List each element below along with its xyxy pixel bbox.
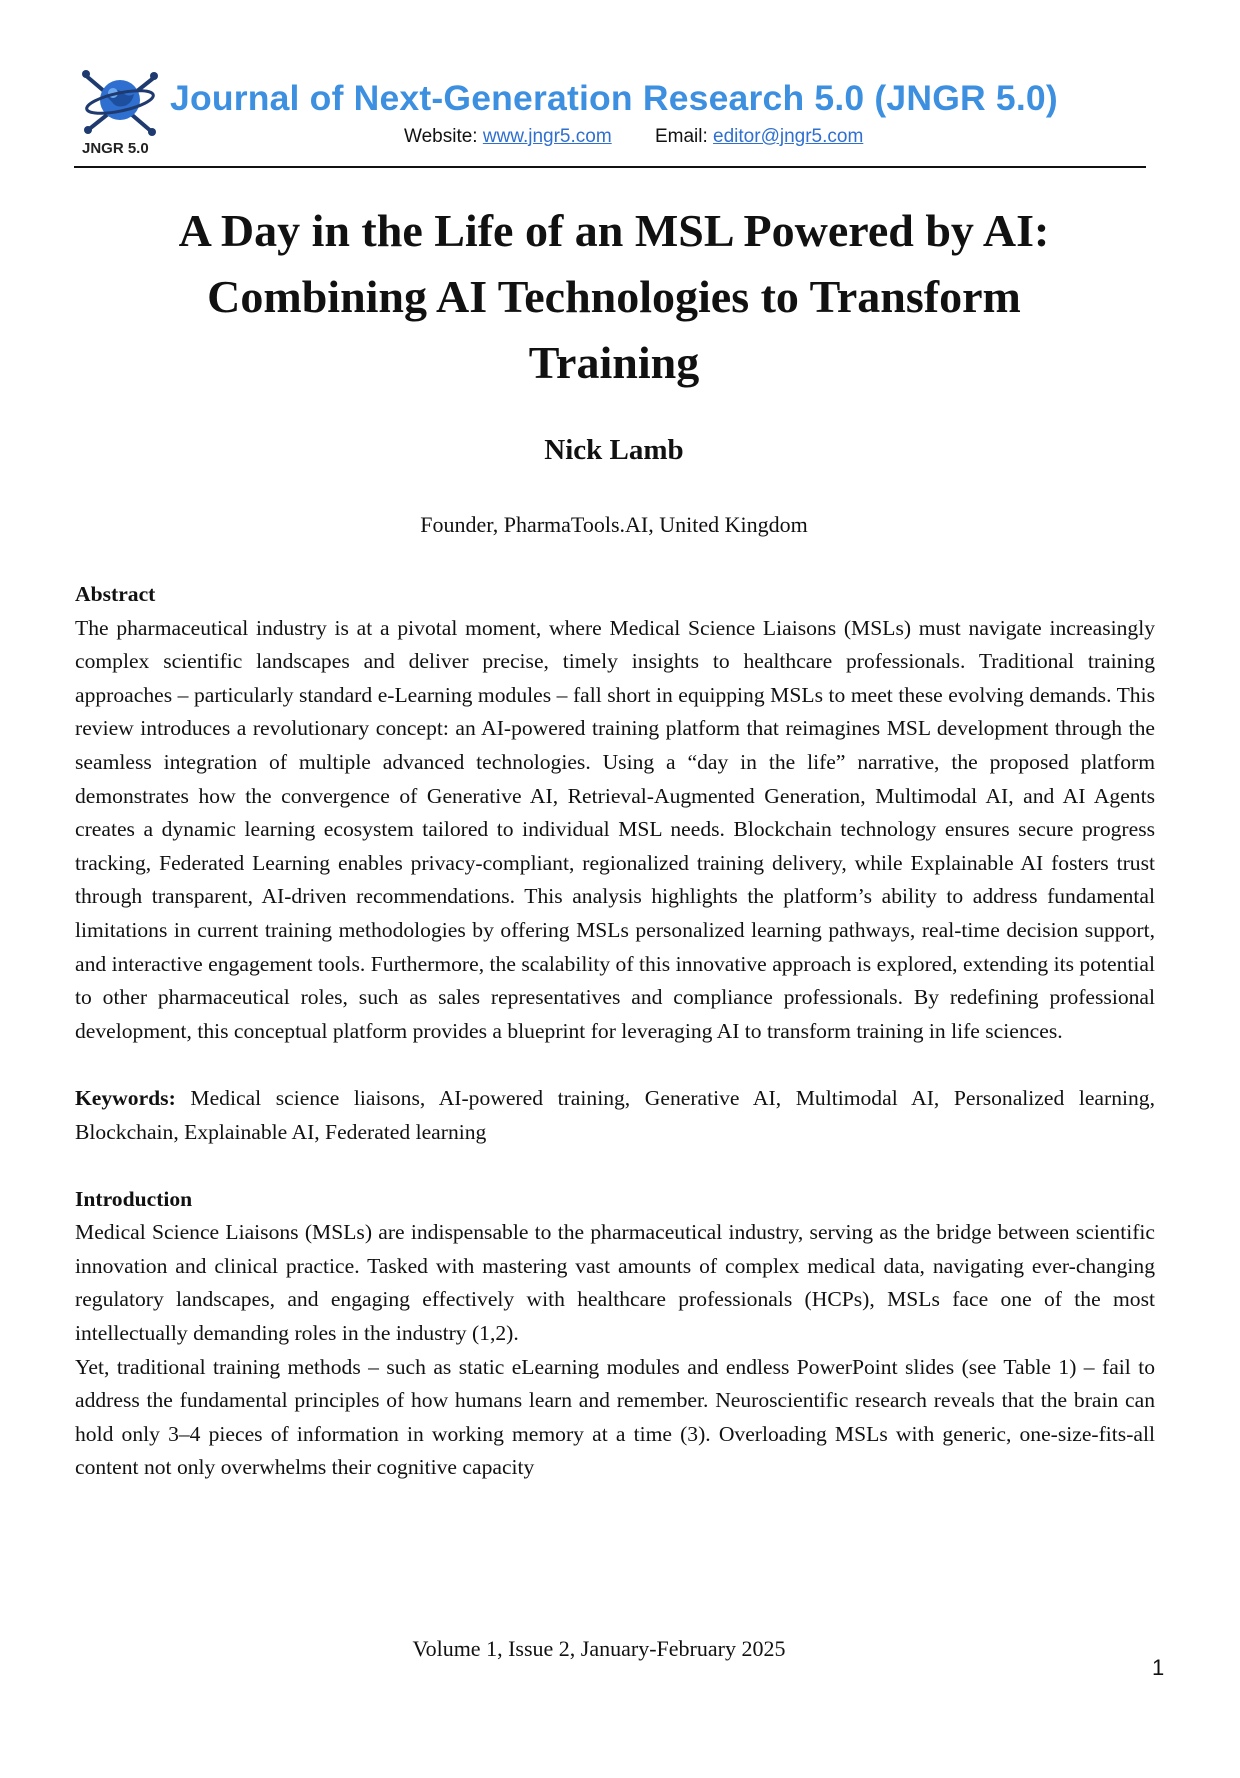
website-label: Website: [404,126,478,147]
page-number: 1 [1152,1655,1165,1680]
website-link[interactable]: www.jngr5.com [482,126,612,147]
email-label: Email: [654,126,708,147]
introduction-paragraph: Yet, traditional training methods – such as static eLearning modules and endless PowerPoint slides (see Table 1) – fail to address the fundamental principles of how humans learn and remember. Neuroscientific research reveals that the brain can hold only 3–4 pieces of information in working memory at a time (3). Overloading MSLs with generic, one-size-fits-all content not only overwhelms their cognitive capacity [75,1354,1155,1480]
keywords-label: Keywords: [75,1085,176,1110]
article-title [74,198,1154,396]
article-title-line: Combining AI Technologies to Transform [207,271,1021,322]
contact-line [404,126,863,148]
journal-title: Journal of Next-Generation Research 5.0 (JNGR 5.0) [170,78,1058,118]
keywords [75,1082,1155,1149]
article-title-line: Training [528,337,700,388]
author-affiliation: Founder, PharmaTools.AI, United Kingdom [420,512,808,537]
journal-logo [74,66,166,157]
journal-header [74,62,1146,170]
email-link[interactable]: editor@jngr5.com [713,126,864,147]
introduction-paragraph: Medical Science Liaisons (MSLs) are indispensable to the pharmaceutical industry, serving as the bridge between scientific innovation and clinical practice. Tasked with mastering vast amounts of complex medical data, navigating ever-changing regulatory landscapes, and engaging effectively with healthcare professionals (HCPs), MSLs face one of the most intellectually demanding roles in the industry (1,2). [75,1220,1155,1346]
abstract-text: The pharmaceutical industry is at a pivotal moment, where Medical Science Liaisons (MSLs) must navigate increasingly complex scientific landscapes and deliver precise, timely insights to healthcare professionals. Traditional training approaches – particularly standard e-Learning modules – fall short in equipping MSLs to meet these evolving demands. This review introduces a revolutionary concept: an AI-powered training platform that reimagines MSL development through the seamless integration of multiple advanced technologies. Using a “day in the life” narrative, the proposed platform demonstrates how the convergence of Generative AI, Retrieval-Augmented Generation, Multimodal AI, and AI Agents creates a dynamic learning ecosystem tailored to individual MSL needs. Blockchain technology ensures secure progress tracking, Federated Learning enables privacy-compliant, regionalized training delivery, while Explainable AI fosters trust through transparent, AI-driven recommendations. This analysis highlights the platform’s ability to address fundamental limitations in current training methodologies by offering MSLs personalized learning pathways, real-time decision support, and interactive engagement tools. Furthermore, the scalability of this innovative approach is explored, extending its potential to other pharmaceutical roles, such as sales representatives and compliance professionals. By redefining professional development, this conceptual platform provides a blueprint for leveraging AI to transform training in life sciences. [75,615,1155,1043]
introduction-heading: Introduction [75,1186,193,1211]
abstract-heading: Abstract [75,582,156,606]
globe-logo-icon [80,66,160,138]
keywords-text: Medical science liaisons, AI-powered training, Generative AI, Multimodal AI, Personalized learning, Blockchain, Explainable AI, Federated learning [75,1085,1155,1144]
article-body [75,578,1155,1485]
header-divider [74,166,1146,168]
article-title-line: A Day in the Life of an MSL Powered by AI: [178,205,1050,256]
issue-footer: Volume 1, Issue 2, January-February 2025 [412,1636,786,1661]
logo-text: JNGR 5.0 [82,140,149,157]
author-name: Nick Lamb [544,434,684,466]
